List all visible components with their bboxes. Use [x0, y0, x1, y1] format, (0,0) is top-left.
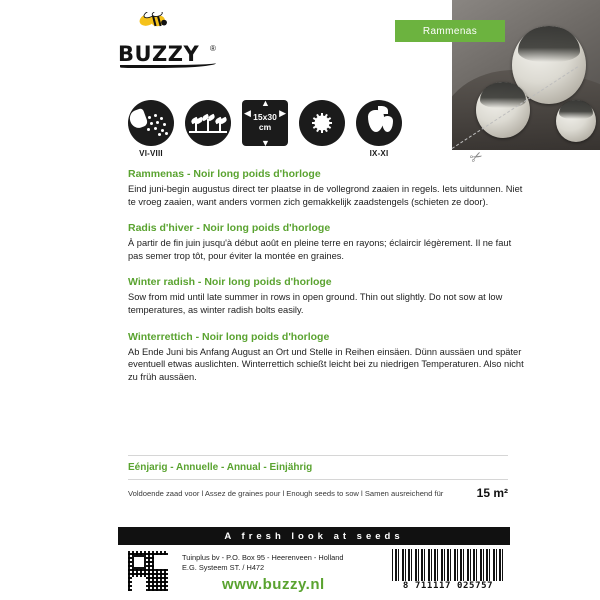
slogan-bar	[118, 527, 510, 545]
radish-image-3	[556, 100, 596, 142]
instruction-block-de	[128, 331, 528, 384]
arrow-up-icon: ▲	[261, 98, 270, 108]
sow-in-rows-icon	[128, 100, 174, 146]
instruction-text-blocks	[128, 168, 528, 397]
scissors-icon: ✂	[466, 146, 487, 168]
instruction-block-en	[128, 276, 528, 316]
radish-image-2	[476, 82, 530, 138]
instruction-block-fr	[128, 222, 528, 262]
footer-section	[118, 549, 510, 593]
text-en: Sow from mid until late summer in rows in open ground. Thin out slightly. Do not sow at low temperatures, as winter radish bolts easily.	[128, 292, 503, 315]
seed-dots	[134, 114, 168, 134]
sowing-area-value: 15 m²	[476, 486, 508, 500]
registered-mark: ®	[210, 44, 216, 53]
text-nl: Eind juni-begin augustus direct ter plaatse in de vollegrond zaaien in regels. Iets uitdunnen. Niet te vroeg zaaien, want anders vormen zich gemakkelijk zaadstengels (schieten ze door).	[128, 184, 523, 207]
logo-swoosh	[120, 60, 216, 68]
company-address	[182, 553, 343, 573]
thin-out-seedlings-icon	[185, 100, 231, 146]
text-de: Ab Ende Juni bis Anfang August an Ort und Stelle in Reihen einsäen. Dünn aussäen und später eventuell etwas auslichten. Winterrettich schießt leicht bei zu niedrigen Temperaturen. Also nicht zu früh aussäen.	[128, 346, 524, 382]
address-line-2: E.G. Systeem ST. / H472	[182, 563, 265, 572]
barcode-number: 8 711117 025757	[402, 581, 494, 591]
title-nl: Rammenas - Noir long poids d'horloge	[128, 168, 321, 180]
radish-shape-2	[382, 116, 393, 132]
spacing-text	[242, 112, 288, 132]
radish-top-3	[559, 100, 593, 119]
radish-leaf	[378, 106, 388, 114]
harvest-period-icon	[356, 100, 402, 146]
icon-harvest	[356, 100, 402, 158]
address-line-1: Tuinplus bv - P.O. Box 95 - Heerenveen - Holland	[182, 553, 344, 562]
arrow-down-icon: ▼	[261, 138, 270, 148]
spacing-line2: cm	[258, 122, 272, 132]
sowing-months-label: VI-VIII	[139, 149, 163, 158]
divider-top	[128, 455, 508, 456]
brand-wordmark: BUZZY	[118, 42, 200, 66]
sowing-area-text: Voldoende zaad voor l Assez de graines pour l Enough seeds to sow l Samen ausreichend für	[128, 488, 444, 498]
website-url: www.buzzy.nl	[222, 576, 325, 593]
sowing-area-row	[128, 479, 508, 500]
text-fr: À partir de fin juin jusqu'à début août en pleine terre en rayons; éclaircir légèrement. Il ne faut pas semer trop tôt, pour éviter la montée en graines.	[128, 238, 512, 261]
growing-instructions-icons	[128, 100, 402, 158]
harvest-months-label: IX-XI	[369, 149, 389, 158]
plant-spacing-icon	[242, 100, 288, 146]
arrow-right-icon: ▶	[279, 108, 286, 118]
barcode-icon	[392, 549, 504, 581]
title-en: Winter radish - Noir long poids d'horloge	[128, 276, 332, 289]
icon-thin-out	[185, 100, 231, 149]
duration-section	[128, 455, 508, 500]
sun-disc	[315, 116, 330, 131]
bee-icon	[136, 12, 170, 40]
icon-sow-in-rows	[128, 100, 174, 158]
arrow-left-icon: ◀	[244, 108, 251, 118]
instruction-block-nl	[128, 168, 528, 208]
slogan-text: A fresh look at seeds	[224, 530, 404, 542]
title-fr: Radis d'hiver - Noir long poids d'horloge	[128, 222, 331, 235]
soil-line	[189, 131, 227, 133]
variety-tab	[395, 20, 505, 42]
variety-tab-label: Rammenas	[422, 25, 478, 37]
full-sun-icon	[299, 100, 345, 146]
title-de: Winterrettich - Noir long poids d'horloge	[128, 330, 330, 343]
qr-code-icon	[128, 551, 168, 591]
icon-full-sun	[299, 100, 345, 149]
duration-label: Eénjarig - Annuelle - Annual - Einjährig	[128, 462, 313, 473]
icon-plant-spacing	[242, 100, 288, 149]
brand-logo	[118, 16, 218, 68]
spacing-line1: 15x30	[253, 112, 277, 122]
